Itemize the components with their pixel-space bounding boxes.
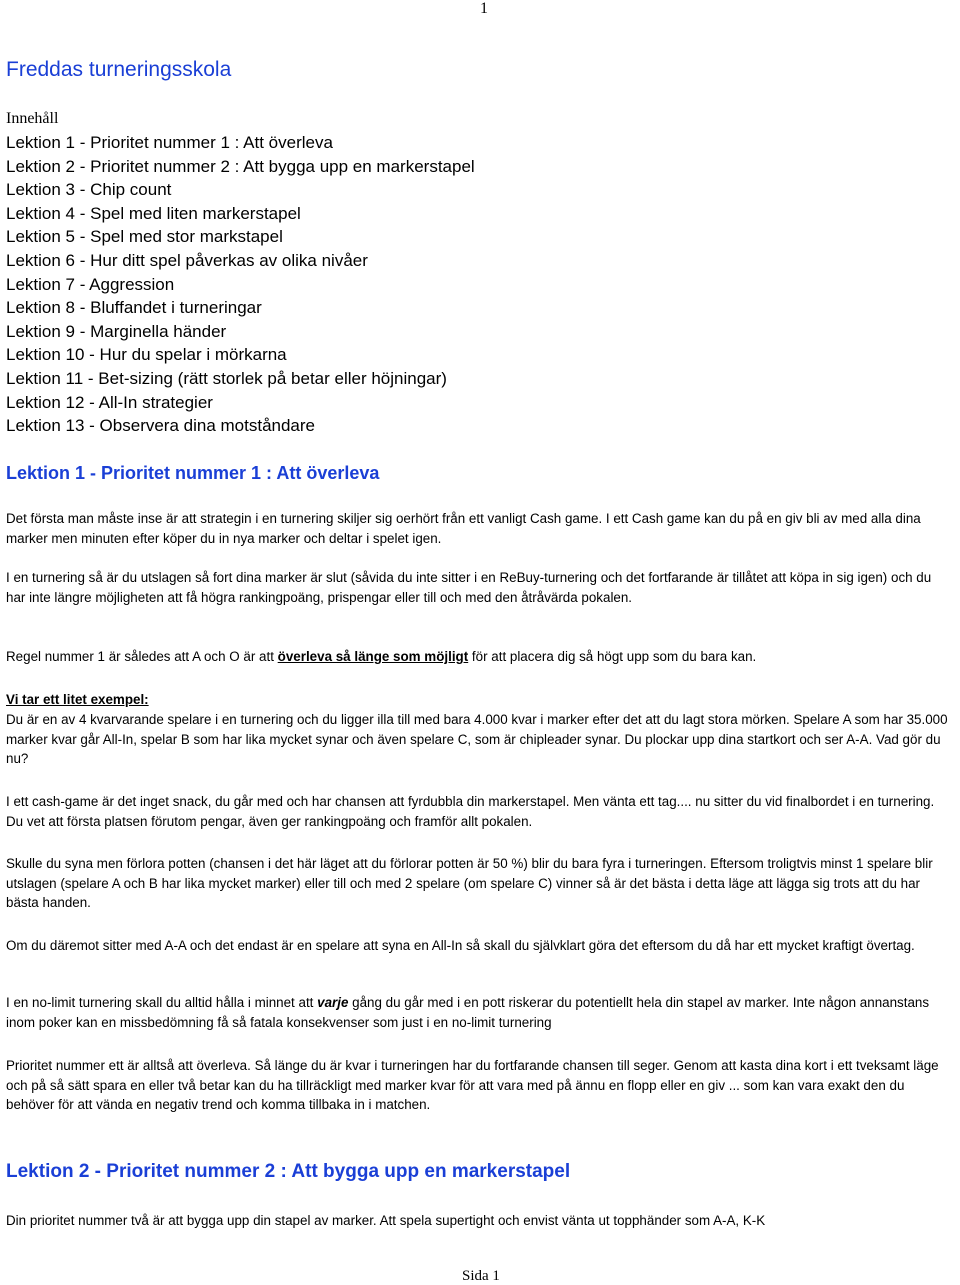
rule-text-start: Regel nummer 1 är således att A och O är att	[6, 649, 278, 664]
lesson-1-paragraph-4: Du är en av 4 kvarvarande spelare i en turnering och du ligger illa till med bara 4.000 kvar i marker efter det att du lagt stora mörken. Spelare A som har 35.000 marker kvar går All-In, spelar B som har lika mycket synar och även spelare C, som är chipleader synar. Du plockar upp dina startkort och ser A-A. Vad gör du nu?	[6, 712, 948, 767]
lesson-1-paragraph-1: Det första man måste inse är att strategin i en turnering skiljer sig oerhört från ett vanligt Cash game. I ett Cash game kan du på en giv bli av med alla dina marker men minuten efter köper du in nya marker och deltar i spelet igen.	[6, 511, 921, 546]
lesson-1-paragraph-8	[6, 993, 952, 1032]
toc-item-lesson-3[interactable]: Lektion 3 - Chip count	[6, 180, 172, 200]
toc-item-lesson-6[interactable]: Lektion 6 - Hur ditt spel påverkas av olika nivåer	[6, 250, 368, 270]
toc-item-lesson-9[interactable]: Lektion 9 - Marginella händer	[6, 321, 227, 341]
toc-item-lesson-11[interactable]: Lektion 11 - Bet-sizing (rätt storlek på betar eller höjningar)	[6, 368, 447, 388]
toc-item-lesson-12[interactable]: Lektion 12 - All-In strategier	[6, 392, 213, 412]
toc-item-lesson-4[interactable]: Lektion 4 - Spel med liten markerstapel	[6, 203, 301, 223]
lesson-1-paragraph-3	[6, 647, 952, 667]
rule-emphasis: överleva så länge som möjligt	[277, 649, 469, 664]
toc-item-lesson-8[interactable]: Lektion 8 - Bluffandet i turneringar	[6, 298, 262, 318]
table-of-contents	[6, 131, 475, 438]
document-title: Freddas turneringsskola	[6, 58, 232, 81]
lesson-1-paragraph-9: Prioritet nummer ett är alltså att överleva. Så länge du är kvar i turneringen har du fortfarande chansen till seger. Genom att kasta dina kort i ett tveksamt läge och på så sätt spara en eller två betar kan du ha tillräckligt med marker kvar för att vara med på ännu en flopp eller en giv ... som kan vara exakt den du behöver för att vända en negativ trend och komma tillbaka in i matchen.	[6, 1058, 939, 1113]
paragraph-8-end: gång du går med i en pott riskerar du potentiellt hela din stapel av marker. Inte någon annanstans inom poker kan en missbedömning få så fatala konsekvenser som just i en no-limit turnering	[6, 995, 930, 1030]
toc-item-lesson-1[interactable]: Lektion 1 - Prioritet nummer 1 : Att överleva	[6, 133, 333, 152]
lesson-1-paragraph-2: I en turnering så är du utslagen så fort dina marker är slut (såvida du inte sitter i en ReBuy-turnering och det fortfarande är tillåtet att köpa in sig igen) och du har inte längre möjligheten att få högra rankingpoäng, prispengar eller till och med den åtråvärda pokalen.	[6, 570, 932, 605]
toc-item-lesson-13[interactable]: Lektion 13 - Observera dina motståndare	[6, 416, 316, 436]
toc-item-lesson-2[interactable]: Lektion 2 - Prioritet nummer 2 : Att bygga upp en markerstapel	[6, 156, 475, 176]
lesson-1-paragraph-7: Om du däremot sitter med A-A och det endast är en spelare att syna en All-In så skall du självklart göra det eftersom du då har ett mycket kraftigt övertag.	[6, 938, 915, 953]
toc-item-lesson-5[interactable]: Lektion 5 - Spel med stor markstapel	[6, 227, 283, 247]
toc-item-lesson-7[interactable]: Lektion 7 - Aggression	[6, 274, 175, 294]
lesson-2-heading: Lektion 2 - Prioritet nummer 2 : Att bygga upp en markerstapel	[6, 1161, 571, 1182]
example-heading: Vi tar ett litet exempel:	[6, 692, 149, 707]
rule-text-end: för att placera dig så högt upp som du bara kan.	[468, 649, 757, 664]
lesson-1-heading: Lektion 1 - Prioritet nummer 1 : Att överleva	[6, 463, 380, 483]
page-number: 1	[480, 0, 488, 17]
paragraph-8-start: I en no-limit turnering skall du alltid hålla i minnet att	[6, 995, 318, 1010]
toc-heading: Innehåll	[6, 110, 59, 127]
footer-page-label: Sida 1	[462, 1268, 500, 1284]
toc-item-lesson-10[interactable]: Lektion 10 - Hur du spelar i mörkarna	[6, 345, 287, 365]
emphasis-varje: varje	[317, 995, 349, 1010]
lesson-1-paragraph-5: I ett cash-game är det inget snack, du går med och har chansen att fyrdubbla din markerstapel. Men vänta ett tag.... nu sitter du vid finalbordet i en turnering. Du vet att första platsen förutom pengar, även ger rankingpoäng och framför allt pokalen.	[6, 794, 935, 829]
lesson-2-paragraph-1: Din prioritet nummer två är att bygga upp din stapel av marker. Att spela supertight och envist vänta ut topphänder som A-A, K-K	[6, 1213, 766, 1228]
lesson-1-paragraph-6: Skulle du syna men förlora potten (chansen i det här läget att du förlorar potten är 50 %) blir du bara fyra i turneringen. Eftersom troligtvis minst 1 spelare blir utslagen (spelare A och B har lika mycket marker) eller till och med 2 spelare (om spelare C) vinner så är det bästa i detta läge att lägga sig trots att du har bästa handen.	[6, 856, 933, 911]
